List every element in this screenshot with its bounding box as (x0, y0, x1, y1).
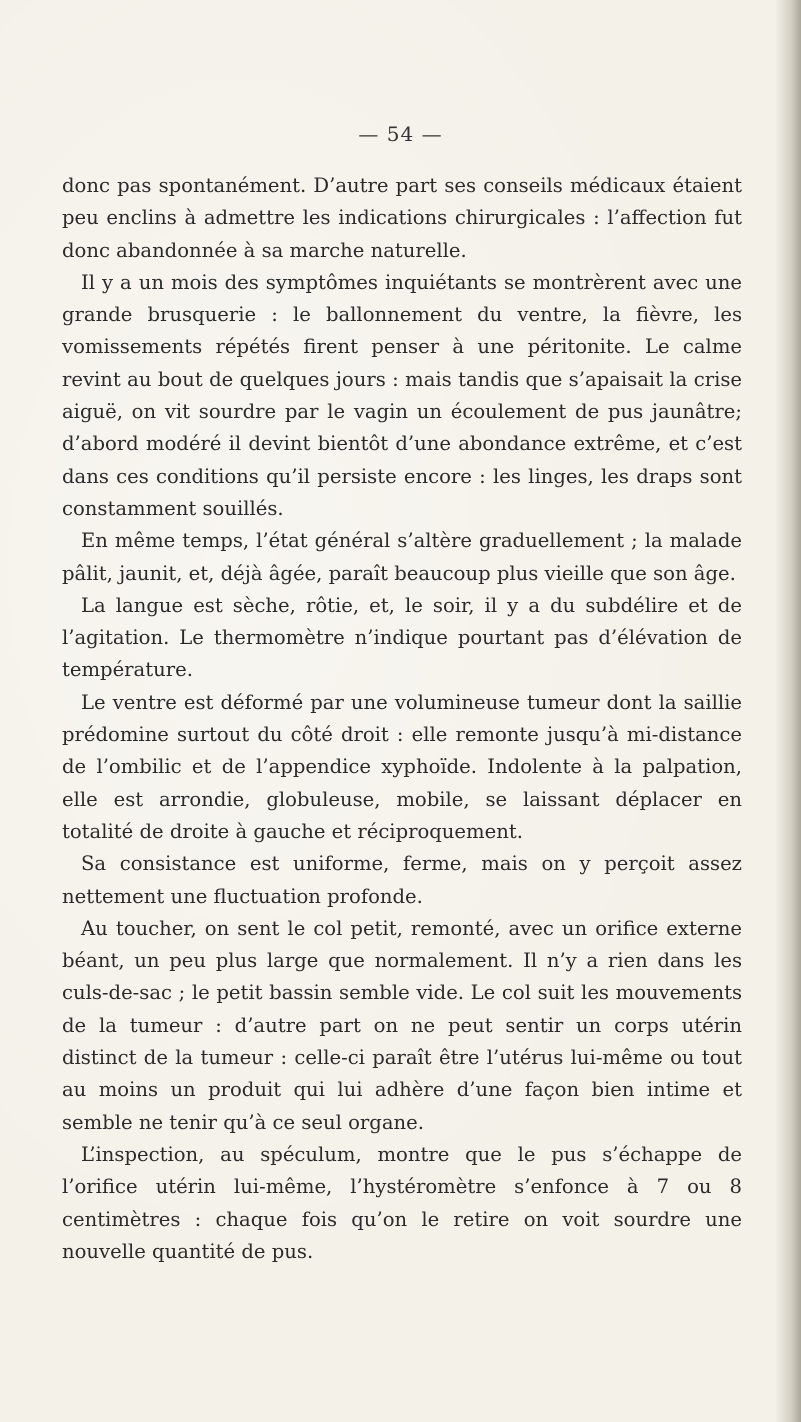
page-number: — 54 — (358, 122, 443, 146)
paragraph: Sa consistance est uniforme, ferme, mais on y perçoit assez nettement une fluctuation profonde. (62, 852, 742, 908)
paragraph: Il y a un mois des symptômes inquiétants se montrèrent avec une grande brusquerie : le ballonnement du ventre, la fièvre, les vomissements répétés firent penser à une péritonite. Le calme revint au bout de quelques jours : mais tandis que s’apaisait la crise aiguë, on vit sourdre par le vagin un écoulement de pus jaunâtre; d’abord modéré il devint bientôt d’une abondance extrême, et c’est dans ces conditions qu’il persiste encore : les linges, les draps sont constamment souillés. (62, 270, 742, 520)
paragraph: donc pas spontanément. D’autre part ses conseils médicaux étaient peu enclins à admettre les indications chirurgicales : l’affection fut donc abandonnée à sa marche naturelle. (62, 174, 742, 262)
paragraph: Le ventre est déformé par une volumineuse tumeur dont la saillie prédomine surtout du côté droit : elle remonte jusqu’à mi-distance de l’ombilic et de l’appendice xyphoïde. Indolente à la palpation, elle est arrondie, globuleuse, mobile, se laissant déplacer en totalité de droite à gauche et réciproquement. (62, 690, 742, 843)
paragraph: L’inspection, au spéculum, montre que le pus s’échappe de l’orifice utérin lui-même, l’hystéromètre s’enfonce à 7 ou 8 centimètres : chaque fois qu’on le retire on voit sourdre une nouvelle quantité de pus. (62, 1142, 742, 1263)
paragraph: La langue est sèche, rôtie, et, le soir, il y a du subdélire et de l’agitation. Le thermomètre n’indique pourtant pas d’élévation de température. (62, 593, 742, 682)
paragraph: En même temps, l’état général s’altère graduellement ; la malade pâlit, jaunit, et, déjà âgée, paraît beaucoup plus vieille que son âge. (62, 529, 742, 585)
body-text (62, 170, 742, 1268)
paragraph: Au toucher, on sent le col petit, remonté, avec un orifice externe béant, un peu plus large que normalement. Il n’y a rien dans les culs-de-sac ; le petit bassin semble vide. Le col suit les mouvements de la tumeur : d’autre part on ne peut sentir un corps utérin distinct de la tumeur : celle-ci paraît être l’utérus lui-même ou tout au moins un produit qui lui adhère d’une façon bien intime et semble ne tenir qu’à ce seul organe. (62, 916, 742, 1134)
page-edge-shadow (775, 0, 801, 1422)
